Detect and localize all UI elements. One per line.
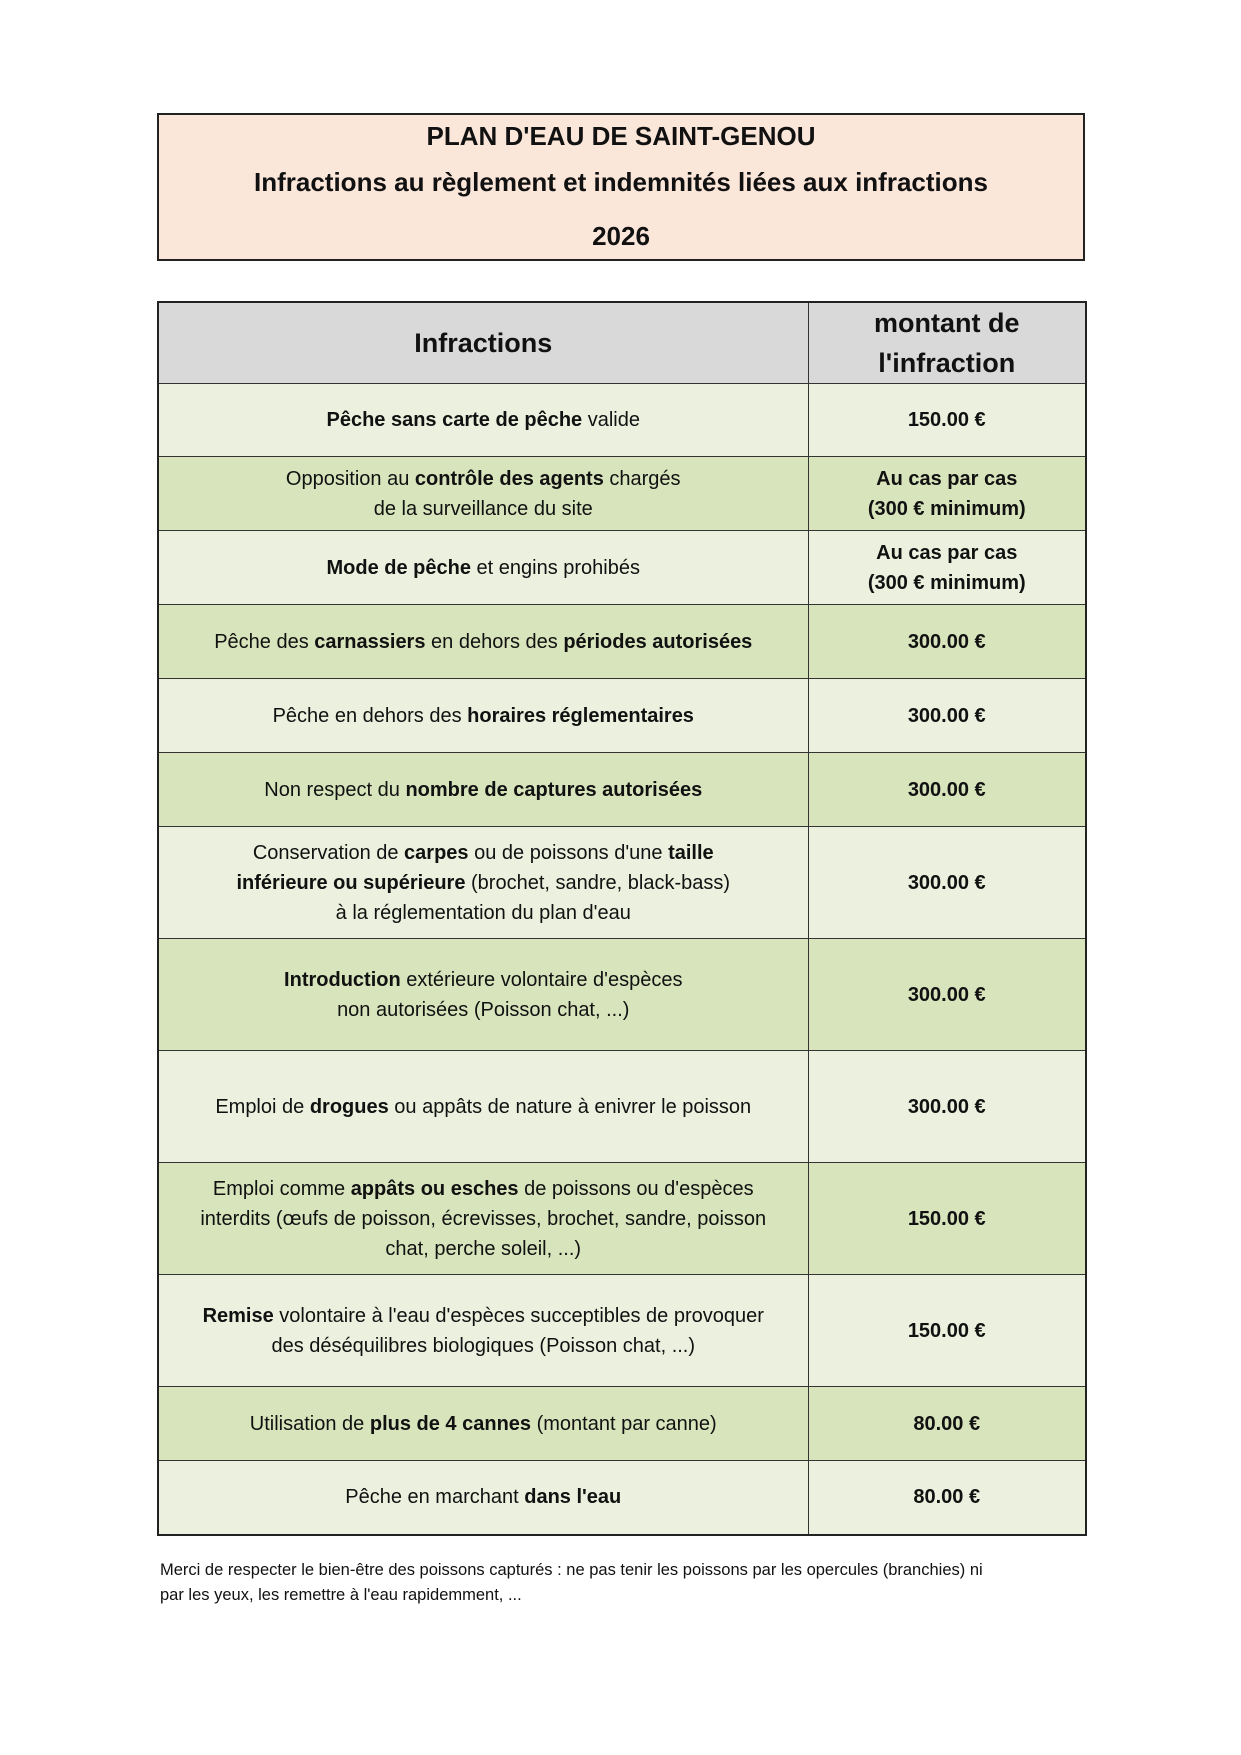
infraction-text: Pêche en marchant [345, 1486, 525, 1509]
infraction-description [158, 679, 808, 753]
infraction-amount [808, 457, 1086, 531]
infraction-text: Emploi comme [212, 1177, 351, 1200]
infraction-description [158, 457, 808, 531]
infraction-amount [808, 1461, 1086, 1535]
amount-text: Au cas par cas [876, 467, 1018, 490]
amount-text: 80.00 € [913, 1412, 981, 1435]
footnote [160, 1558, 1080, 1608]
footnote-line-2: par les yeux, les remettre à l'eau rapidemment, ... [160, 1586, 522, 1604]
amount-text: 300.00 € [907, 778, 986, 801]
infraction-text: Introduction [284, 968, 401, 991]
infraction-text: (brochet, sandre, black-bass) [465, 871, 731, 894]
document-year: 2026 [592, 221, 650, 251]
infraction-text: Pêche des [214, 630, 315, 653]
amount-text: (300 € minimum) [867, 571, 1026, 594]
infraction-text: en dehors des [425, 630, 564, 653]
infraction-text: contrôle des agents [414, 467, 604, 490]
infraction-text: ou appâts de nature à enivrer le poisson [388, 1095, 752, 1118]
infraction-description [158, 753, 808, 827]
infraction-amount [808, 827, 1086, 939]
infraction-amount [808, 605, 1086, 679]
amount-text: 300.00 € [907, 983, 986, 1006]
infraction-amount [808, 531, 1086, 605]
infraction-text: non autorisées (Poisson chat, ...) [337, 998, 630, 1021]
infraction-description [158, 939, 808, 1051]
amount-text: 80.00 € [913, 1486, 981, 1509]
infraction-text: inférieure ou supérieure [236, 871, 466, 894]
infraction-text: périodes autorisées [563, 630, 753, 653]
table-body [158, 384, 1086, 1535]
infraction-text: Non respect du [264, 778, 406, 801]
infraction-description [158, 1051, 808, 1163]
infraction-text: horaires réglementaires [467, 704, 694, 727]
infraction-text: des déséquilibres biologiques (Poisson chat, ...) [271, 1334, 696, 1357]
infraction-text: chargés [603, 467, 681, 490]
amount-text: 150.00 € [907, 409, 986, 431]
infractions-table [157, 301, 1087, 1536]
table-row [158, 1275, 1086, 1387]
table-row [158, 1051, 1086, 1163]
infraction-text: dans l'eau [524, 1486, 622, 1509]
column-header-amount-line1: montant de [874, 308, 1020, 338]
infraction-description [158, 1163, 808, 1275]
infraction-text: carpes [404, 841, 469, 864]
table-row [158, 1461, 1086, 1535]
infraction-text: nombre de captures autorisées [405, 778, 703, 801]
infraction-text: valide [582, 409, 640, 431]
amount-text: Au cas par cas [876, 541, 1018, 564]
table-row [158, 531, 1086, 605]
table-row [158, 605, 1086, 679]
infraction-text: extérieure volontaire d'espèces [400, 968, 683, 991]
infraction-text: Conservation de [252, 841, 405, 864]
infraction-amount [808, 384, 1086, 457]
infraction-text: interdits (œufs de poisson, écrevisses, brochet, sandre, poisson [200, 1207, 767, 1230]
infraction-text: drogues [309, 1095, 389, 1118]
infraction-text: Pêche en dehors des [272, 704, 468, 727]
document-subtitle: Infractions au règlement et indemnités liées aux infractions [254, 167, 988, 197]
infraction-amount [808, 939, 1086, 1051]
infraction-amount [808, 1275, 1086, 1387]
infraction-text: Pêche sans carte de pêche [326, 409, 583, 431]
table-row [158, 457, 1086, 531]
infraction-text: ou de poissons d'une [468, 841, 669, 864]
infraction-description [158, 1461, 808, 1535]
infraction-text: (montant par canne) [531, 1412, 717, 1435]
infraction-text: Emploi de [215, 1095, 310, 1118]
column-header-infractions: Infractions [158, 302, 808, 384]
amount-text: 300.00 € [907, 704, 986, 727]
amount-text: 150.00 € [907, 1207, 986, 1230]
infraction-text: Mode de pêche [326, 556, 471, 579]
column-header-amount [808, 302, 1086, 384]
infraction-text: Remise [202, 1304, 274, 1327]
infraction-description [158, 531, 808, 605]
infraction-description [158, 384, 808, 457]
infraction-text: et engins prohibés [470, 556, 640, 579]
infraction-text: de la surveillance du site [373, 497, 593, 520]
amount-text: 300.00 € [907, 1095, 986, 1118]
infraction-text: plus de 4 cannes [369, 1412, 532, 1435]
table-header-row [158, 302, 1086, 384]
infraction-text: taille [668, 841, 714, 864]
infraction-description [158, 1387, 808, 1461]
table-row [158, 939, 1086, 1051]
infraction-text: chat, perche soleil, ...) [385, 1237, 582, 1260]
title-box [157, 113, 1085, 261]
infraction-text: Utilisation de [249, 1412, 370, 1435]
infraction-text: Opposition au [285, 467, 415, 490]
amount-text: 150.00 € [907, 1319, 986, 1342]
table-row [158, 384, 1086, 457]
infraction-text: de poissons ou d'espèces [518, 1177, 754, 1200]
infraction-amount [808, 1163, 1086, 1275]
document-title: PLAN D'EAU DE SAINT-GENOU [426, 121, 816, 151]
amount-text: 300.00 € [907, 630, 986, 653]
infraction-amount [808, 1051, 1086, 1163]
infraction-description [158, 1275, 808, 1387]
infraction-amount [808, 753, 1086, 827]
infraction-description [158, 605, 808, 679]
amount-text: (300 € minimum) [867, 497, 1026, 520]
infraction-text: à la réglementation du plan d'eau [335, 901, 631, 924]
infraction-description [158, 827, 808, 939]
infraction-text: volontaire à l'eau d'espèces succeptibles de provoquer [273, 1304, 764, 1327]
infraction-text: carnassiers [314, 630, 426, 653]
infraction-text: appâts ou esches [350, 1177, 519, 1200]
infraction-amount [808, 1387, 1086, 1461]
footnote-line-1: Merci de respecter le bien-être des poissons capturés : ne pas tenir les poissons par les opercules (branchies) ni [160, 1561, 983, 1579]
infraction-amount [808, 679, 1086, 753]
table-row [158, 753, 1086, 827]
amount-text: 300.00 € [907, 871, 986, 894]
table-row [158, 827, 1086, 939]
table-row [158, 1387, 1086, 1461]
column-header-amount-line2: l'infraction [878, 348, 1016, 378]
table-row [158, 679, 1086, 753]
table-row [158, 1163, 1086, 1275]
